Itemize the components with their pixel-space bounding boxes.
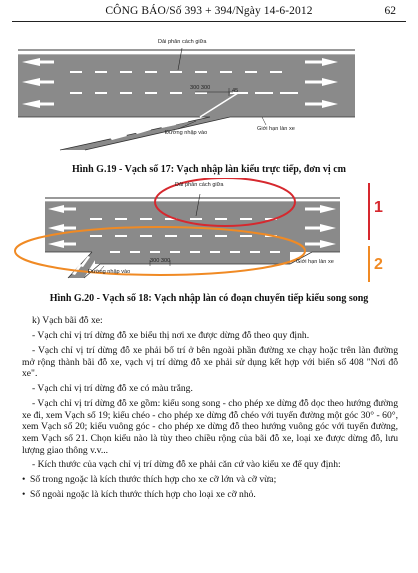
page-header <box>0 0 418 22</box>
bullet-dot: • <box>22 489 26 501</box>
fig1-dimension-label: 300 300 <box>190 85 211 91</box>
paragraph-5: - Kích thước của vạch chỉ vị trí dừng đỗ xe phải căn cứ vào kiểu xe để quy định: <box>32 459 341 471</box>
bullet-text: Số ngoài ngoặc là kích thước thích hợp cho loại xe cỡ nhỏ. <box>30 489 256 501</box>
fig1-entry-label: Đường nhập vào <box>165 130 208 136</box>
marker-2: 2 <box>374 256 383 273</box>
bullet-item <box>22 474 398 486</box>
figure-g19-diagram <box>0 22 418 162</box>
fig2-median-label: Dải phân cách giữa <box>175 182 224 188</box>
fig1-small-dimension-label: 45 <box>232 88 239 94</box>
fig1-median-label: Dải phân cách giữa <box>158 39 207 45</box>
page-number: 62 <box>384 5 396 17</box>
section-heading: k) Vạch bãi đỗ xe: <box>32 315 103 326</box>
bullet-item <box>22 489 398 501</box>
paragraph-3: - Vạch chỉ vị trí dừng đỗ xe có màu trắng. <box>32 383 193 395</box>
gazette-title: CÔNG BÁO/Số 393 + 394/Ngày 14-6-2012 <box>105 5 313 17</box>
figure-g19 <box>0 22 418 182</box>
figure-g20 <box>0 178 418 308</box>
figure-g20-diagram <box>0 178 418 288</box>
figure-g20-caption: Hình G.20 - Vạch số 18: Vạch nhập làn có đoạn chuyển tiếp kiểu song song <box>49 293 369 304</box>
paragraph-1: - Vạch chỉ vị trí dừng đỗ xe biểu thị nơi xe được dừng đỗ theo quy định. <box>32 329 310 341</box>
figure-g19-caption: Hình G.19 - Vạch số 17: Vạch nhập làn kiểu trực tiếp, đơn vị cm <box>72 164 346 175</box>
fig2-dimension-label: 300 300 <box>150 258 171 264</box>
bullet-dot: • <box>22 474 26 486</box>
body-text <box>22 315 398 504</box>
paragraph-2: - Vạch chỉ vị trí dừng đỗ xe phải bố trí ở bên ngoài phần đường xe chạy hoặc trên làn đường mở rộng thành bãi đỗ xe, vạch vị trí dừng đỗ xe phải sử dụng kết hợp với biển số 408 "Nơi đỗ xe". <box>22 344 398 380</box>
bullet-text: Số trong ngoặc là kích thước thích hợp cho xe cỡ lớn và cỡ vừa; <box>30 474 277 486</box>
fig1-lane-limit-label: Giới hạn làn xe <box>257 126 295 132</box>
paragraph-4: - Vạch chỉ vị trí dừng đỗ xe gồm: kiểu song song - cho phép xe dừng đỗ dọc theo hướng đường xe đi, xem Vạch số 19; kiểu chéo - cho phép xe dừng đỗ chéo với tuyến đường một góc 30° - 60°, xem Vạch số 20; kiểu vuông góc - cho phép xe dừng đỗ theo hướng vuông góc với tuyến đường, xem Vạch số 21. Chọn kiểu nào là tùy theo chiều rộng của bãi đỗ xe, loại xe được dừng đỗ, lưu lượng giao thông v.v... <box>22 398 398 456</box>
marker-1: 1 <box>374 199 383 216</box>
fig2-entry-label: Đường nhập vào <box>88 269 131 275</box>
fig2-lane-limit-label: Giới hạn làn xe <box>296 259 334 265</box>
